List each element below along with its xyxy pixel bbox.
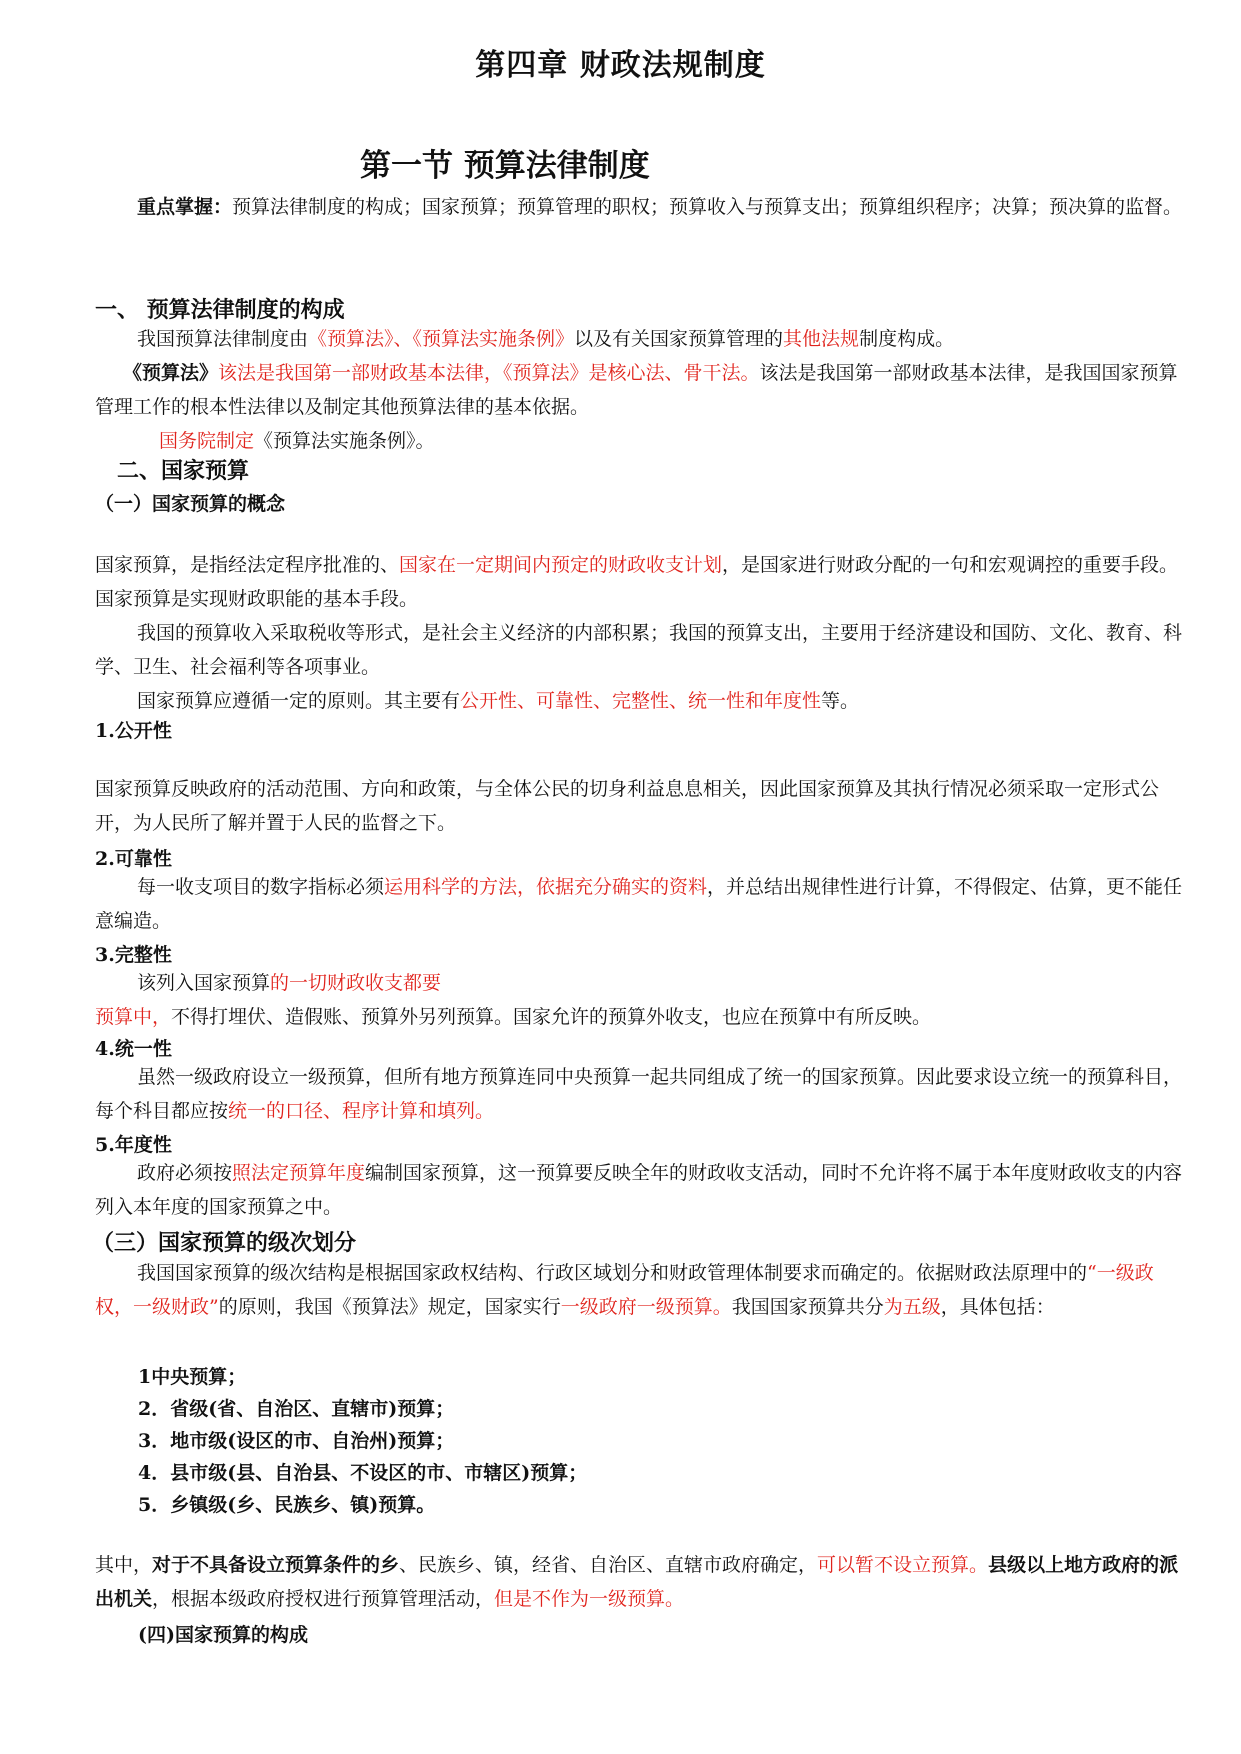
key-points-label: 重点掌握：	[137, 196, 233, 218]
principle-3-title: 3.完整性	[95, 944, 172, 966]
heading-part1: 一、 预算法律制度的构成	[95, 297, 345, 323]
principle-3-line2: 预算中，不得打埋伏、造假账、预算外另列预算。国家允许的预算外收支，也应在预算中有所反映。	[95, 1006, 932, 1028]
level-item: 5．乡镇级(乡、民族乡、镇)预算。	[138, 1494, 436, 1516]
level-item: 2．省级(省、自治区、直辖市)预算；	[138, 1398, 455, 1420]
principle-1-title: 1.公开性	[95, 720, 172, 742]
levels-note: 其中，对于不具备设立预算条件的乡、民族乡、镇，经省、自治区、直辖市政府确定，可以暂不设立预算。县级以上地方政府的派出机关，根据本级政府授权进行预算管理活动，但是不作为一级预算。	[95, 1554, 1179, 1610]
principle-2-text: 每一收支项目的数字指标必须运用科学的方法，依据充分确实的资料，并总结出规律性进行计算，不得假定、估算，更不能任意编造。	[95, 876, 1183, 932]
subheading-concept: （一）国家预算的概念	[95, 493, 286, 515]
concept-para1: 国家预算，是指经法定程序批准的、国家在一定期间内预定的财政收支计划，是国家进行财政分配的一句和宏观调控的重要手段。国家预算是实现财政职能的基本手段。	[95, 554, 1179, 610]
heading-part2: 二、国家预算	[117, 458, 250, 484]
subheading-levels: （三）国家预算的级次划分	[92, 1230, 357, 1256]
principle-3-line1: 该列入国家预算的一切财政收支都要	[137, 972, 442, 994]
levels-intro: 我国国家预算的级次结构是根据国家政权结构、行政区域划分和财政管理体制要求而确定的。依据财政法原理中的“一级政权，一级财政”的原则，我国《预算法》规定，国家实行一级政府一级预算。我国国家预算共分为五级，具体包括：	[95, 1262, 1154, 1318]
part1-para2: 《预算法》该法是我国第一部财政基本法律，《预算法》是核心法、骨干法。该法是我国第一部财政基本法律，是我国国家预算管理工作的根本性法律以及制定其他预算法律的基本依据。	[95, 362, 1178, 418]
concept-para2: 我国的预算收入采取税收等形式，是社会主义经济的内部积累；我国的预算支出，主要用于经济建设和国防、文化、教育、科学、卫生、社会福利等各项事业。	[95, 622, 1183, 678]
concept-para3: 国家预算应遵循一定的原则。其主要有公开性、可靠性、完整性、统一性和年度性等。	[137, 690, 860, 712]
key-points-text: 预算法律制度的构成；国家预算；预算管理的职权；预算收入与预算支出；预算组织程序；决算；预决算的监督。	[232, 196, 1183, 218]
principle-4-title: 4.统一性	[95, 1038, 172, 1060]
part1-para3: 国务院制定《预算法实施条例》。	[159, 430, 435, 452]
principle-4-text: 虽然一级政府设立一级预算，但所有地方预算连同中央预算一起共同组成了统一的国家预算。因此要求设立统一的预算科目，每个科目都应按统一的口径、程序计算和填列。	[95, 1066, 1183, 1122]
subheading-composition: (四)国家预算的构成	[138, 1624, 308, 1646]
chapter-title: 第四章 财政法规制度	[475, 48, 766, 83]
principle-5-title: 5.年度性	[95, 1134, 172, 1156]
level-item: 1中央预算；	[138, 1366, 247, 1388]
principle-5-text: 政府必须按照法定预算年度编制国家预算，这一预算要反映全年的财政收支活动，同时不允许将不属于本年度财政收支的内容列入本年度的国家预算之中。	[95, 1162, 1183, 1218]
part1-para1: 我国预算法律制度由《预算法》、《预算法实施条例》以及有关国家预算管理的其他法规制度构成。	[137, 328, 955, 350]
key-points	[95, 190, 1185, 224]
principle-1-text: 国家预算反映政府的活动范围、方向和政策，与全体公民的切身利益息息相关，因此国家预算及其执行情况必须采取一定形式公开，为人民所了解并置于人民的监督之下。	[95, 778, 1160, 834]
principle-2-title: 2.可靠性	[95, 848, 172, 870]
level-item: 3．地市级(设区的市、自治州)预算；	[138, 1430, 455, 1452]
level-item: 4．县市级(县、自治县、不设区的市、市辖区)预算；	[138, 1462, 588, 1484]
section-title: 第一节 预算法律制度	[360, 148, 650, 184]
